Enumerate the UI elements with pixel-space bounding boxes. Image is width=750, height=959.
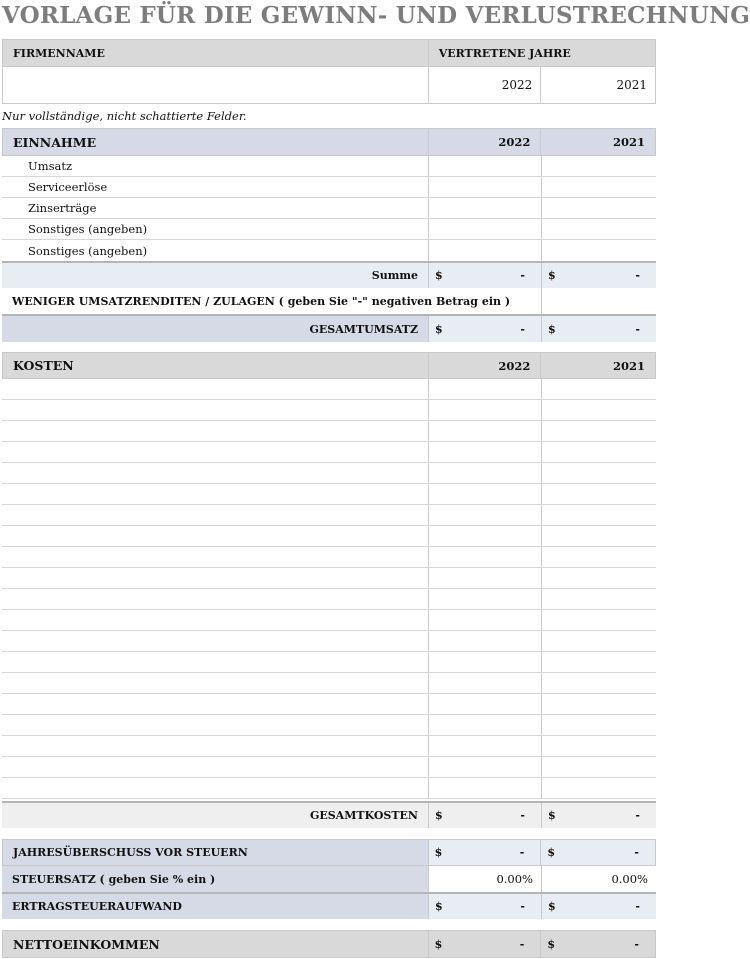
cost-item-label[interactable]: [2, 400, 429, 420]
cost-item-row: [2, 442, 656, 463]
income-item-row: [2, 177, 656, 198]
cost-item-label[interactable]: [2, 631, 429, 651]
cost-value-1[interactable]: [429, 421, 542, 441]
income-header-row: [2, 128, 656, 156]
cost-item-label[interactable]: [2, 757, 429, 777]
sum-label: Summe: [2, 263, 429, 288]
taxexpense-label: ERTRAGSTEUERAUFWAND: [2, 894, 429, 919]
taxrate-row: [2, 866, 656, 892]
cost-value-1[interactable]: [429, 526, 542, 546]
income-item-label: Sonstiges (angeben): [2, 240, 429, 261]
cost-item-row: [2, 568, 656, 589]
net-income-value-2: $ -: [547, 937, 639, 951]
net-income-label: NETTOEINKOMMEN: [3, 931, 429, 957]
cost-value-2[interactable]: [542, 568, 656, 588]
cost-item-label[interactable]: [2, 505, 429, 525]
cost-value-1[interactable]: [429, 463, 542, 483]
cost-value-1[interactable]: [429, 694, 542, 714]
total-revenue-label: GESAMTUMSATZ: [2, 316, 429, 342]
income-value-1[interactable]: [429, 156, 542, 176]
cost-value-2[interactable]: [542, 673, 656, 693]
total-revenue-value-1: $ -: [429, 316, 542, 342]
cost-item-row: [2, 610, 656, 631]
pretax-value-2: $ -: [541, 840, 655, 865]
taxexpense-value-1: $ -: [429, 894, 542, 919]
cost-value-1[interactable]: [429, 589, 542, 609]
cost-value-2[interactable]: [542, 757, 656, 777]
total-revenue-row: [2, 314, 656, 342]
cost-item-label[interactable]: [2, 589, 429, 609]
cost-value-1[interactable]: [429, 400, 542, 420]
cost-value-2[interactable]: [542, 379, 656, 399]
cost-value-2[interactable]: [542, 442, 656, 462]
cost-value-1[interactable]: [429, 778, 542, 798]
income-value-1[interactable]: [429, 240, 542, 261]
cost-value-2[interactable]: [542, 694, 656, 714]
cost-item-row: [2, 463, 656, 484]
cost-item-label[interactable]: [2, 736, 429, 756]
cost-value-1[interactable]: [429, 442, 542, 462]
company-name-field[interactable]: [3, 67, 429, 103]
cost-item-label[interactable]: [2, 547, 429, 567]
cost-value-1[interactable]: [429, 547, 542, 567]
cost-value-2[interactable]: [542, 463, 656, 483]
income-value-1[interactable]: [429, 219, 542, 239]
cost-value-1[interactable]: [429, 652, 542, 672]
cost-item-row: [2, 400, 656, 421]
cost-item-row: [2, 379, 656, 400]
cost-item-row: [2, 421, 656, 442]
cost-value-2[interactable]: [542, 715, 656, 735]
company-name-label: FIRMENNAME: [3, 40, 429, 66]
cost-item-row: [2, 505, 656, 526]
income-sum-row: [2, 261, 656, 288]
cost-item-row: [2, 547, 656, 568]
cost-value-1[interactable]: [429, 568, 542, 588]
total-costs-value-1: $ -: [429, 803, 542, 828]
sum-value-1: $ -: [429, 263, 542, 288]
costs-year-2: 2021: [612, 358, 645, 373]
cost-item-row: [2, 526, 656, 547]
income-value-1[interactable]: [429, 177, 542, 197]
cost-value-1[interactable]: [429, 715, 542, 735]
costs-header-row: [2, 352, 656, 379]
cost-value-1[interactable]: [429, 757, 542, 777]
header-year-1[interactable]: 2022: [429, 67, 542, 103]
cost-item-label[interactable]: [2, 715, 429, 735]
cost-value-2[interactable]: [542, 610, 656, 630]
income-item-row: [2, 198, 656, 219]
taxexpense-row: [2, 892, 656, 919]
costs-year-1: 2022: [429, 353, 542, 378]
income-year-1: 2022: [429, 129, 542, 155]
cost-value-2[interactable]: [542, 547, 656, 567]
cost-value-2[interactable]: [542, 526, 656, 546]
cost-item-row: [2, 736, 656, 757]
company-header-row: [2, 39, 656, 67]
total-costs-label: GESAMTKOSTEN: [2, 803, 429, 828]
income-item-label: Serviceerlöse: [2, 177, 429, 197]
income-value-2[interactable]: [542, 240, 656, 261]
income-item-label: Zinserträge: [2, 198, 429, 218]
income-value-2[interactable]: [542, 156, 656, 176]
cost-value-1[interactable]: [429, 484, 542, 504]
income-value-2[interactable]: [542, 219, 656, 239]
net-income-row: [2, 930, 656, 958]
cost-item-label[interactable]: [2, 442, 429, 462]
cost-item-row: [2, 589, 656, 610]
cost-value-2[interactable]: [542, 505, 656, 525]
cost-value-1[interactable]: [429, 505, 542, 525]
header-year-2[interactable]: 2021: [616, 78, 647, 92]
returns-label: WENIGER UMSATZRENDITEN / ZULAGEN ( geben Sie "-" negativen Betrag ein ): [2, 288, 542, 315]
years-label: VERTRETENE JAHRE: [438, 46, 571, 60]
cost-item-label[interactable]: [2, 379, 429, 399]
taxrate-value-2[interactable]: 0.00%: [611, 872, 648, 886]
cost-item-row: [2, 652, 656, 673]
pretax-row: [2, 839, 656, 866]
cost-value-1[interactable]: [429, 379, 542, 399]
taxrate-value-1[interactable]: 0.00%: [429, 866, 542, 892]
total-costs-value-2: $ -: [548, 809, 640, 822]
cost-item-row: [2, 484, 656, 505]
cost-item-label[interactable]: [2, 673, 429, 693]
cost-value-1[interactable]: [429, 631, 542, 651]
income-value-1[interactable]: [429, 198, 542, 218]
income-item-row: [2, 219, 656, 240]
income-value-2[interactable]: [542, 198, 656, 218]
cost-item-row: [2, 778, 656, 799]
cost-item-label[interactable]: [2, 694, 429, 714]
income-heading: EINNAHME: [3, 129, 429, 155]
cost-item-row: [2, 694, 656, 715]
sum-value-2: $ -: [548, 269, 640, 282]
cost-item-label[interactable]: [2, 484, 429, 504]
costs-heading: KOSTEN: [3, 353, 429, 378]
income-value-2[interactable]: [542, 177, 656, 197]
returns-row: [2, 288, 656, 315]
pretax-label: JAHRESÜBERSCHUSS VOR STEUERN: [3, 840, 429, 865]
cost-value-2[interactable]: [542, 778, 656, 798]
cost-item-label[interactable]: [2, 463, 429, 483]
cost-item-label[interactable]: [2, 610, 429, 630]
cost-item-row: [2, 715, 656, 736]
cost-item-row: [2, 757, 656, 778]
cost-item-row: [2, 673, 656, 694]
company-input-row: [2, 67, 656, 104]
taxexpense-value-2: $ -: [542, 894, 656, 919]
cost-value-2[interactable]: [542, 400, 656, 420]
net-income-value-1: $ -: [429, 931, 542, 957]
income-year-2: 2021: [612, 135, 645, 149]
cost-item-label[interactable]: [2, 652, 429, 672]
cost-item-label[interactable]: [2, 526, 429, 546]
cost-item-label[interactable]: [2, 778, 429, 798]
cost-value-2[interactable]: [542, 652, 656, 672]
page-title: VORLAGE FÜR DIE GEWINN- UND VERLUSTRECHNUNG: [2, 2, 750, 29]
cost-item-row: [2, 631, 656, 652]
total-revenue-value-2: $ -: [542, 316, 656, 342]
cost-value-2[interactable]: [542, 736, 656, 756]
cost-value-1[interactable]: [429, 673, 542, 693]
cost-value-1[interactable]: [429, 736, 542, 756]
cost-value-2[interactable]: [542, 484, 656, 504]
income-item-label: Sonstiges (angeben): [2, 219, 429, 239]
returns-value[interactable]: [542, 288, 656, 315]
income-item-row: [2, 156, 656, 177]
cost-value-2[interactable]: [542, 421, 656, 441]
cost-value-2[interactable]: [542, 631, 656, 651]
cost-item-label[interactable]: [2, 421, 429, 441]
taxrate-label: STEUERSATZ ( geben Sie % ein ): [2, 866, 429, 892]
pretax-value-1: $ -: [429, 840, 542, 865]
income-item-row: [2, 240, 656, 261]
total-costs-row: [2, 801, 656, 828]
cost-value-2[interactable]: [542, 589, 656, 609]
income-item-label: Umsatz: [2, 156, 429, 176]
instruction-note: Nur vollständige, nicht schattierte Felder.: [2, 109, 247, 123]
cost-value-1[interactable]: [429, 610, 542, 630]
cost-item-label[interactable]: [2, 568, 429, 588]
